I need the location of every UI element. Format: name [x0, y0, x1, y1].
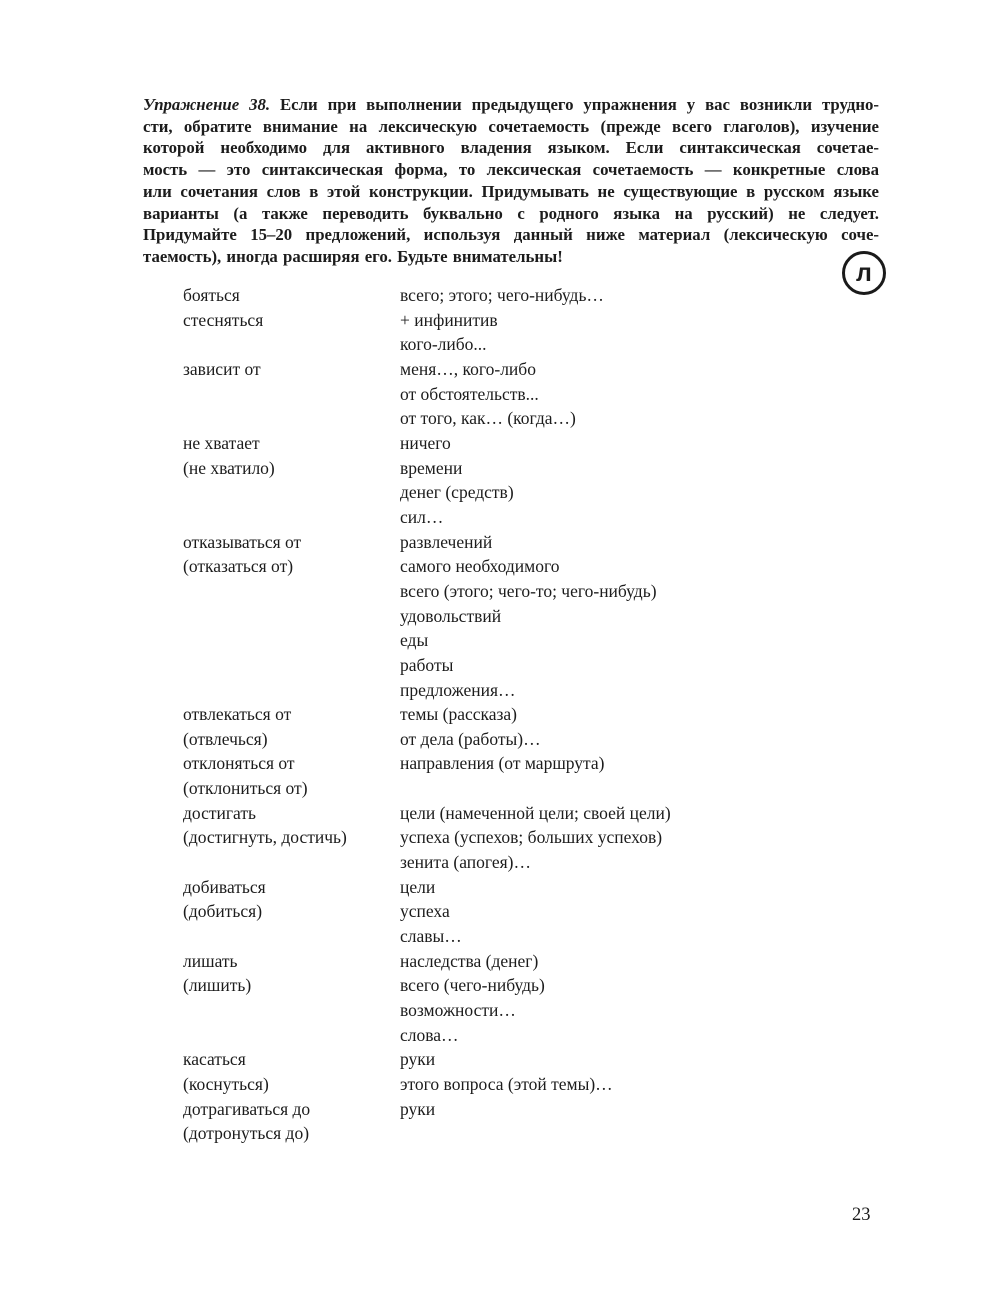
collocation-row [183, 1023, 671, 1048]
collocation-row [183, 308, 671, 333]
collocation-row [183, 949, 671, 974]
object-cell: всего (этого; чего-то; чего-нибудь) [400, 580, 657, 601]
verb-cell: отвлекаться от [183, 704, 292, 725]
object-cell: этого вопроса (этой темы)… [400, 1074, 613, 1094]
collocation-row [183, 776, 671, 801]
object-cell: от дела (работы)… [400, 728, 541, 749]
collocation-row [183, 998, 671, 1023]
verb-cell: (дотронуться до) [183, 1123, 310, 1144]
object-cell: слова… [400, 1024, 459, 1045]
verb-cell: зависит от [183, 358, 261, 379]
collocation-row [183, 554, 671, 579]
collocation-row [183, 431, 671, 456]
object-cell: сил… [400, 506, 444, 527]
header-line: варианты (а также переводить буквально с родного языка на русский) не следует. [143, 203, 879, 223]
collocation-table-body [183, 283, 671, 1146]
object-cell: темы (рассказа) [400, 704, 518, 725]
collocation-row [183, 332, 671, 357]
verb-cell [183, 406, 400, 431]
collocation-row [183, 899, 671, 924]
object-cell: работы [400, 654, 454, 675]
verb-cell: (лишить) [183, 975, 252, 996]
object-cell: меня…, кого-либо [400, 358, 536, 379]
verb-cell: отказываться от [183, 531, 302, 552]
collocation-row [183, 751, 671, 776]
exercise-number: Упражнение 38. [143, 95, 271, 114]
header-line: Придумайте 15–20 предложений, используя данный ниже материал (лексическую соче- [143, 225, 879, 245]
collocation-row [183, 924, 671, 949]
verb-cell: отклоняться от [183, 753, 295, 774]
collocation-table [183, 283, 671, 1146]
verb-cell: (отклониться от) [183, 778, 308, 799]
verb-cell: (отказаться от) [183, 556, 294, 577]
collocation-row [183, 505, 671, 530]
verb-cell [183, 382, 400, 407]
object-cell: всего; этого; чего-нибудь… [400, 285, 604, 305]
object-cell: денег (средств) [400, 482, 514, 503]
lexical-marker-letter: л [856, 258, 872, 287]
header-line-text: Если при выполнении предыдущего упражнения у вас возникли трудно- [279, 95, 879, 114]
collocation-row [183, 480, 671, 505]
object-cell: всего (чего-нибудь) [400, 975, 545, 996]
verb-cell [183, 653, 400, 678]
object-cell: кого-либо... [400, 334, 487, 355]
collocation-row [183, 1097, 671, 1122]
object-cell: наследства (денег) [400, 950, 539, 971]
verb-cell [183, 332, 400, 357]
verb-cell: не хватает [183, 432, 260, 453]
object-cell: от обстоятельств... [400, 383, 539, 404]
object-cell: зенита (апогея)… [400, 852, 531, 873]
verb-cell: дотрагиваться до [183, 1098, 311, 1119]
verb-cell: касаться [183, 1049, 246, 1070]
collocation-row [183, 382, 671, 407]
verb-cell: (отвлечься) [183, 728, 268, 749]
object-cell: цели (намеченной цели; своей цели) [400, 802, 671, 823]
object-cell: времени [400, 457, 463, 478]
object-cell: цели [400, 876, 436, 897]
collocation-row [183, 283, 671, 308]
verb-cell: (достигнуть, достичь) [183, 827, 347, 848]
verb-cell [183, 604, 400, 629]
object-cell: от того, как… (когда…) [400, 408, 576, 429]
collocation-row [183, 1121, 671, 1146]
exercise-header [143, 94, 879, 268]
collocation-row [183, 678, 671, 703]
verb-cell: (не хватило) [183, 457, 275, 478]
object-cell: предложения… [400, 679, 516, 700]
header-line: которой необходимо для активного владения языком. Если синтаксическая сочетае- [143, 138, 879, 158]
header-line: мость — это синтаксическая форма, то лексическая сочетаемость — конкретные слова [143, 160, 879, 180]
verb-cell: добиваться [183, 876, 266, 897]
collocation-row [183, 628, 671, 653]
object-cell: + инфинитив [400, 309, 498, 330]
collocation-row [183, 727, 671, 752]
page-number: 23 [852, 1205, 871, 1225]
collocation-row [183, 702, 671, 727]
object-cell: руки [400, 1049, 436, 1070]
collocation-row [183, 850, 671, 875]
object-cell: удовольствий [400, 605, 502, 626]
object-cell [400, 776, 671, 801]
verb-cell [183, 998, 400, 1023]
collocation-row [183, 406, 671, 431]
verb-cell [183, 850, 400, 875]
object-cell: развлечений [400, 531, 493, 552]
object-cell: еды [400, 630, 429, 651]
collocation-row [183, 653, 671, 678]
verb-cell [183, 480, 400, 505]
verb-cell [183, 628, 400, 653]
verb-cell [183, 1023, 400, 1048]
collocation-row [183, 456, 671, 481]
lexical-marker-icon [842, 251, 886, 295]
header-line: или сочетания слов в этой конструкции. Придумывать не существующие в русском языке [143, 181, 879, 201]
object-cell: самого необходимого [400, 556, 560, 577]
collocation-row [183, 1072, 671, 1097]
verb-cell [183, 505, 400, 530]
object-cell: ничего [400, 432, 451, 453]
collocation-row [183, 801, 671, 826]
collocation-row [183, 357, 671, 382]
verb-cell [183, 924, 400, 949]
verb-cell: стесняться [183, 309, 264, 330]
header-line [143, 94, 879, 116]
object-cell [400, 1121, 671, 1146]
collocation-row [183, 825, 671, 850]
collocation-row [183, 604, 671, 629]
verb-cell: лишать [183, 950, 238, 971]
verb-cell: (коснуться) [183, 1074, 269, 1094]
object-cell: возможности… [400, 1000, 516, 1021]
verb-cell [183, 579, 400, 604]
object-cell: направления (от маршрута) [400, 753, 605, 774]
header-line: сти, обратите внимание на лексическую сочетаемость (прежде всего глаголов), изучение [143, 116, 879, 136]
collocation-row [183, 875, 671, 900]
header-line: таемость), иногда расширяя его. Будьте внимательны! [143, 246, 563, 266]
collocation-row [183, 1047, 671, 1072]
object-cell: успеха [400, 901, 450, 922]
object-cell: руки [400, 1098, 436, 1119]
collocation-row [183, 579, 671, 604]
verb-cell: достигать [183, 802, 256, 823]
object-cell: славы… [400, 926, 462, 947]
verb-cell: (добиться) [183, 901, 263, 922]
collocation-row [183, 973, 671, 998]
object-cell: успеха (успехов; больших успехов) [400, 827, 663, 848]
collocation-row [183, 530, 671, 555]
verb-cell: бояться [183, 285, 240, 305]
verb-cell [183, 678, 400, 703]
